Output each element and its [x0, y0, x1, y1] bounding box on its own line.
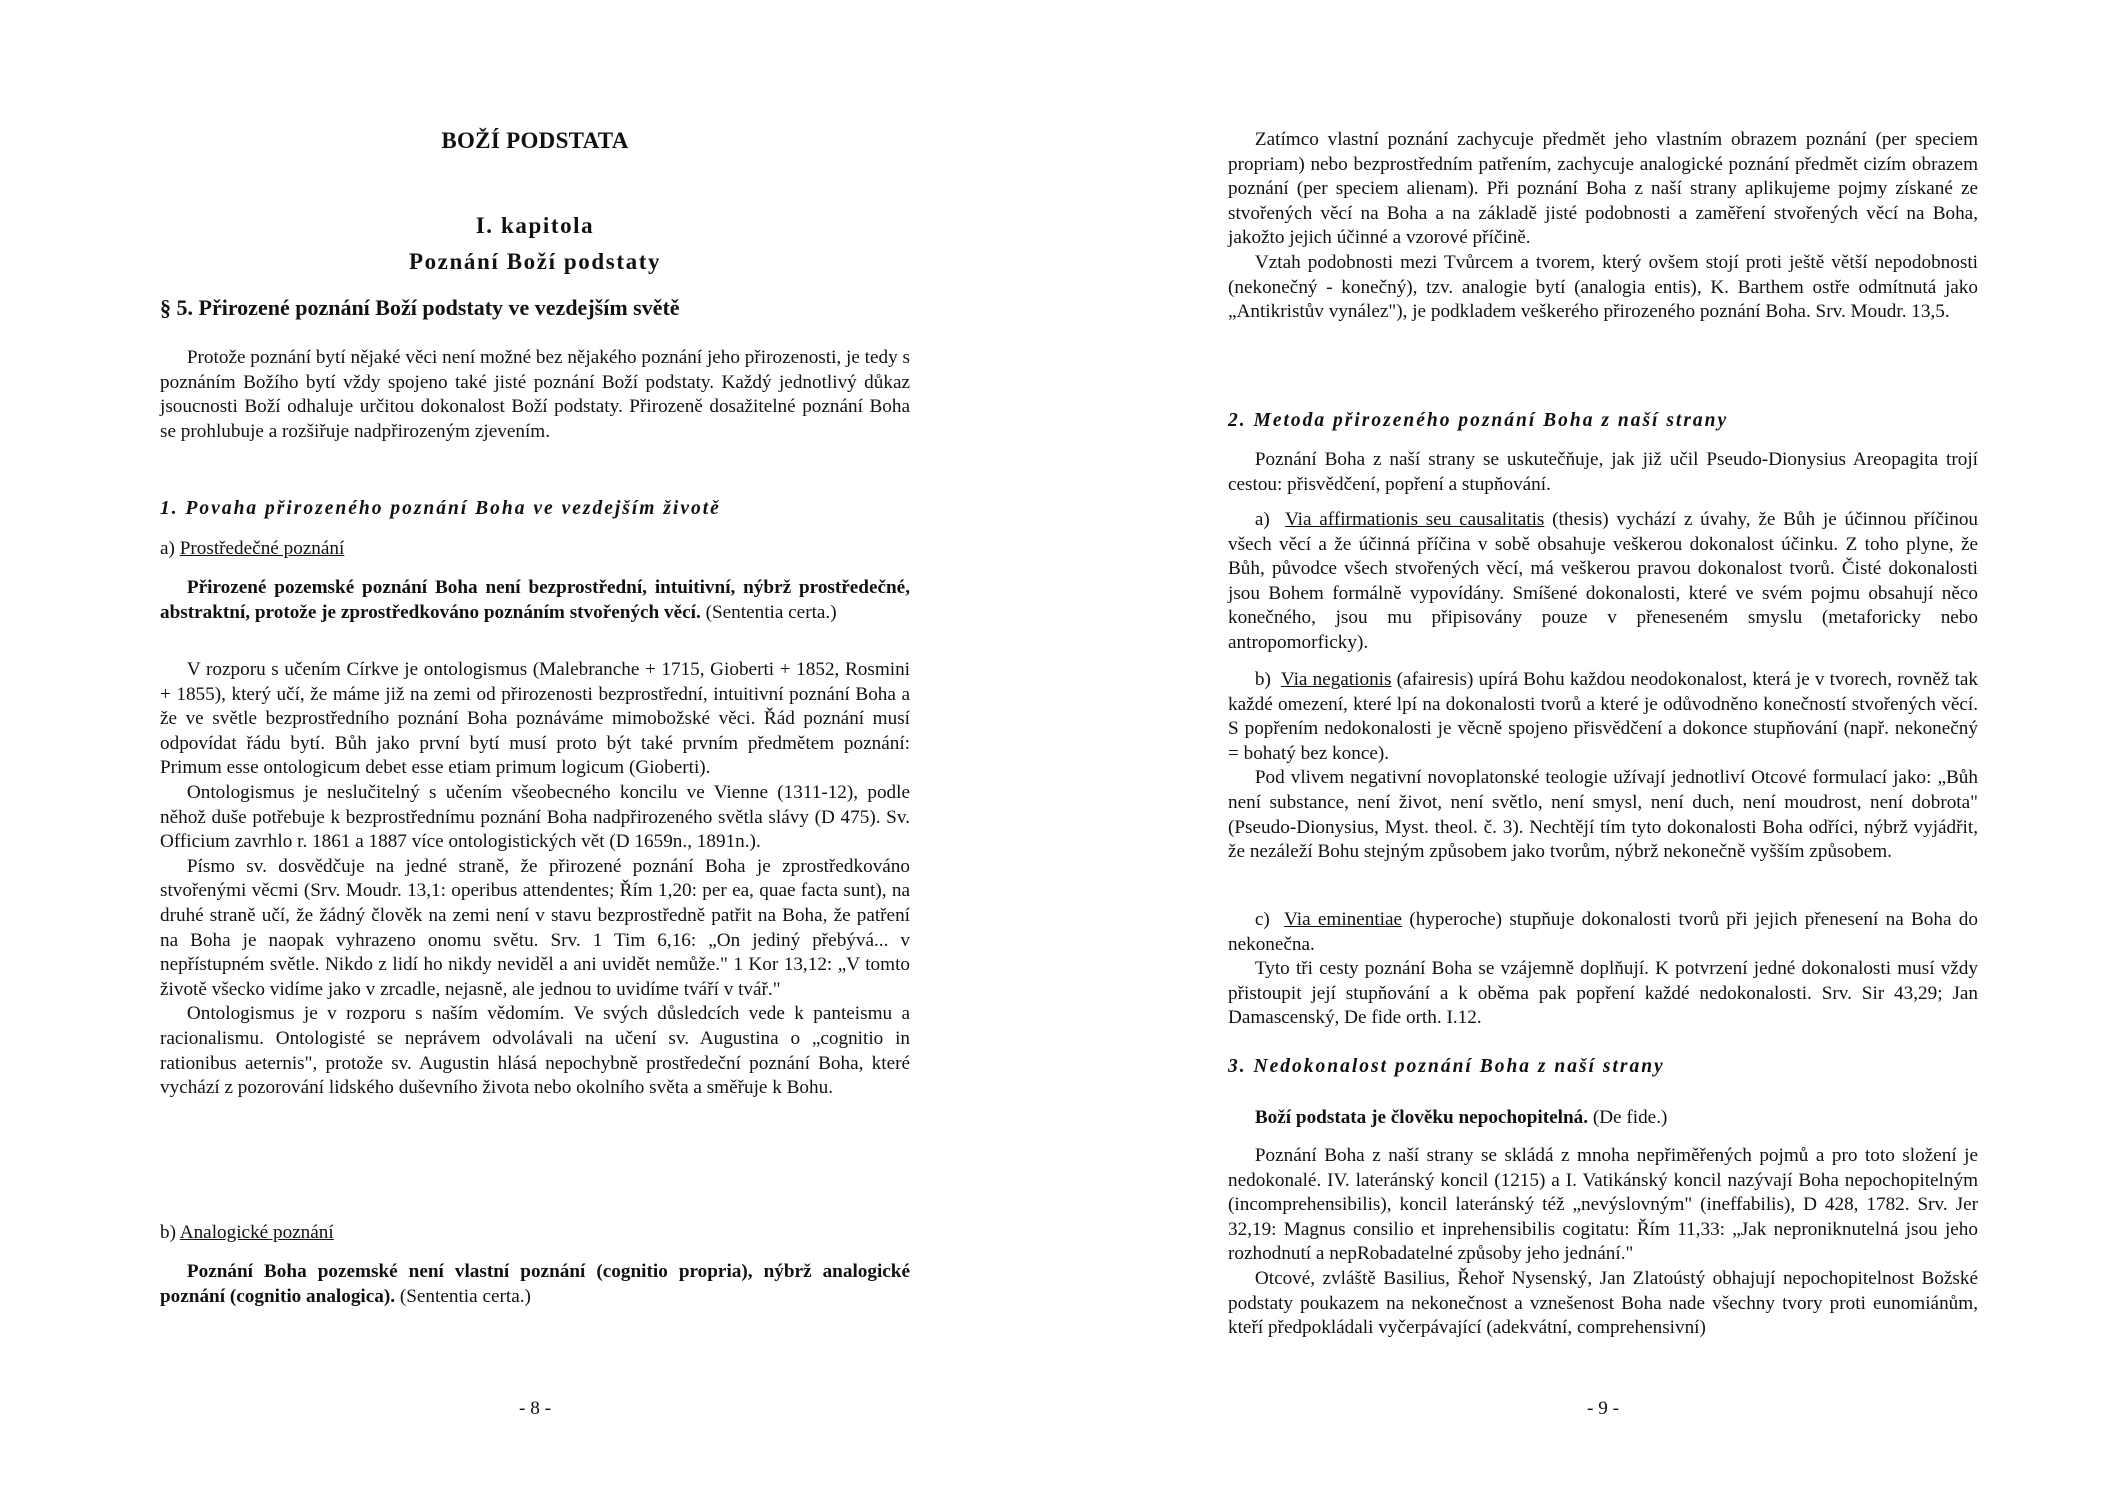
thesis-b — [160, 1260, 910, 1309]
paragraph-incomprehensibility: Poznání Boha z naší strany se skládá z mnoha nepřiměřených pojmů a pro toto složení je nedokonalé. IV. lateránský koncil (1215) a I. Vatikánský koncil nazývají Boha nepochopitelným (incomprehensibilis), koncil lateránský též „nevýslovným" (ineffabilis), D 428, 1782. Srv. Jer 32,19: Magnus consilio et inprehensibilis cogitatu: Řím 11,33: „Jak neproniknutelná jsou jeho rozhodnutí a nepRobadatelné způsoby jeho jednání." — [1228, 1145, 1978, 1265]
paragraph-analogia-entis: Vztah podobnosti mezi Tvůrcem a tvorem, který ovšem stojí proti ještě větší nepodobnosti (nekonečný - konečný), tzv. analogie bytí (analogia entis), K. Barthem ostře odmítnutá jako „Antikristův vynález"), je podkladem veškerého přirozeného poznání Boha. Srv. Moudr. 13,5. — [1228, 251, 1978, 323]
point-a-body — [160, 658, 910, 1101]
page-number-right: - 9 - — [1587, 1398, 1619, 1419]
thesis-3-paragraph — [1228, 1106, 1978, 1131]
point-b-heading — [160, 1222, 910, 1244]
via-a-term: Via affirmationis seu causalitatis — [1284, 509, 1545, 530]
via-eminentiae-followup: Tyto tři cesty poznání Boha se vzájemně doplňují. K potvrzení jedné dokonalosti musí vždy přistoupit její stupňování a k oběma pak popření každé nedokonalosti. Srv. Sir 43,29; Jan Damascenský, De fide orth. I.12. — [1228, 958, 1978, 1029]
via-b-term: Via negationis — [1280, 669, 1392, 690]
via-a-label: a) — [1254, 509, 1270, 530]
via-affirmationis-paragraph — [1228, 508, 1978, 656]
thesis-3-qualification: (De fide.) — [1592, 1107, 1668, 1128]
subsection-2-intro: Poznání Boha z naší strany se uskutečňuje, jak již učil Pseudo-Dionysius Areopagita trojí cestou: přisvědčení, popření a stupňování. — [1228, 449, 1978, 495]
via-a-text: (thesis) vychází z úvahy, že Bůh je účinnou příčinou všech věcí a že účinná příčina v sobě obsahuje veškerou dokonalost účinku. Z toho plyne, že Bůh, původce všech stvořených věcí, má veškerou pravou dokonalost tvorů. Čisté dokonalosti jsou Bohem formálně vypovídány. Smíšené dokonalosti, které ve svém pojmu obsahují něco konečného, jsou mu připisovány pouze v přeneseném smyslu (metaforicky nebo antropomorficky). — [1228, 509, 1979, 653]
paragraph-vienne-council: Ontologismus je neslučitelný s učením všeobecného koncilu ve Vienne (1311-12), podle něhož duše potřebuje k bezprostřednímu poznání Boha nadpřirozeného světla slávy (D 475). Sv. Officium zavrhlo r. 1861 a 1887 více ontologistických vět (D 1659n., 1891n.). — [160, 781, 910, 853]
subsection-2-heading: 2. Metoda přirozeného poznání Boha z naší strany — [1228, 410, 1729, 431]
paragraph-scripture: Písmo sv. dosvědčuje na jedné straně, že přirozené poznání Boha je zprostředkováno stvořenými věcmi (Srv. Moudr. 13,1: operibus attendentes; Řím 1,20: per ea, quae facta sunt), na druhé straně učí, že žádný člověk na zemi není v stavu bezprostředně patřit na Boha, že patření na Boha je naopak vyhrazeno onomu světu. Srv. 1 Tim 6,16: „On jediný přebývá... v nepřístupném světle. Nikdo z lidí ho nikdy neviděl a ani uvidět nemůže." 1 Kor 13,12: „V tomto životě všecko vidíme jako v zrcadle, nejasně, ale jednou to uvidíme tváří v tvář." — [160, 855, 910, 1000]
point-b-label: b) — [160, 1222, 176, 1243]
via-negationis-paragraph — [1228, 668, 1978, 766]
via-a-block — [1228, 508, 1978, 656]
thesis-a-paragraph — [160, 576, 910, 625]
page-number-left: - 8 - — [519, 1398, 551, 1419]
thesis-a-statement: Přirozené pozemské poznání Boha není bezprostřední, intuitivní, nýbrž prostředečné, abstraktní, protože je zprostředkováno poznáním stvořených věcí. — [160, 577, 910, 623]
right-top-block — [1228, 128, 1978, 325]
via-c-text: (hyperoche) stupňuje dokonalosti tvorů při jejich přenesení na Boha do nekonečna. — [1228, 909, 1978, 955]
document-title: BOŽÍ PODSTATA — [441, 128, 629, 153]
paragraph-ontologism: V rozporu s učením Církve je ontologismus (Malebranche + 1715, Gioberti + 1852, Rosmini + 1855), který učí, že máme již na zemi od přirozenosti bezprostřední, intuitivní poznání Boha a že ve světle bezprostředního poznání Boha poznáváme mimobožské věci. Řád poznání musí odpovídat řádu bytí. Bůh jako první bytí musí proto být také prvním předmětem poznání: Primum esse ontologicum debet esse etiam primum logicum (Gioberti). — [160, 659, 910, 779]
paragraph-proper-knowledge: Zatímco vlastní poznání zachycuje předmět jeho vlastním obrazem poznání (per speciem propriam) nebo bezprostředním patřením, zachycuje analogické poznání předmět cizím obrazem poznání (per speciem alienam). Při poznání Boha z naší strany aplikujeme pojmy získané ze stvořených věcí na Boha a na základě jisté podobnosti a zaměření stvořených věcí na Boha, jakožto jejich účinné a vzorové příčině. — [1228, 129, 1978, 249]
paragraph-fathers: Otcové, zvláště Basilius, Řehoř Nysenský, Jan Zlatoústý obhajují nepochopitelnost Božské podstaty poukazem na nekonečnost a vznešenost Boha nade všechny tvory proti eunomiánům, kteří předpokládali vyčerpávající (adekvátní, comprehensivní) — [1228, 1267, 1978, 1339]
via-b-text: (afairesis) upírá Bohu každou neodokonalost, která je v tvorech, rovněž tak každé omezení, které lpí na dokonalosti tvorů a které je odůvodněno konečností stvořených věcí. S popřením nedokonalosti je věcně spojeno přisvědčení a dokonce stupňování (např. nekonečný = bohatý bez konce). — [1228, 669, 1979, 764]
intro-block — [160, 346, 910, 444]
chapter-title: Poznání Boží podstaty — [408, 249, 662, 274]
section-heading: § 5. Přirozené poznání Boží podstaty ve vezdejším světě — [160, 295, 680, 320]
point-a-title: Prostředečné poznání — [179, 538, 345, 559]
via-negationis-followup: Pod vlivem negativní novoplatonské teologie užívají jednotliví Otcové formulací jako: „Bůh není substance, není život, není světlo, není smysl, není duch, není moudrost, není dobrota" (Pseudo-Dionysius, Myst. theol. č. 3). Nechtějí tím tyto dokonalosti Boha odříci, nýbrž vyjádřit, že nezáleží Bohu stejným způsobem jako tvorům, nýbrž nekonečně vyšším způsobem. — [1228, 767, 1978, 863]
via-b-block — [1228, 668, 1978, 865]
via-b-label: b) — [1254, 669, 1271, 690]
point-b-title: Analogické poznání — [179, 1222, 334, 1243]
point-a-label: a) — [160, 538, 175, 559]
subsection-1-heading: 1. Povaha přirozeného poznání Boha ve vezdejším životě — [160, 498, 721, 519]
left-page — [160, 0, 910, 1501]
right-page — [1228, 0, 1978, 1501]
thesis-a-qualification: (Sententia certa.) — [705, 601, 837, 623]
chapter-heading — [160, 208, 910, 280]
via-c-term: Via eminentiae — [1284, 909, 1403, 930]
paragraph-consequences: Ontologismus je v rozporu s naším vědomím. Ve svých důsledcích vede k panteismu a racionalismu. Ontologisté se neprávem odvolávali na učení sv. Augustina o „cognitio in rationibus aeternis", protože sv. Augustin hlásá nepochybně prostředeční poznání Boha, které vychází z pozorování lidského duševního života nebo okolního světa a směřuje k Bohu. — [160, 1003, 910, 1099]
subsection-3-body — [1228, 1144, 1978, 1341]
via-c-label: c) — [1254, 909, 1270, 930]
subsection-2-intro-block — [1228, 448, 1978, 497]
thesis-b-qualification: (Sententia certa.) — [399, 1285, 531, 1307]
thesis-b-statement: Poznání Boha pozemské není vlastní poznání (cognitio propria), nýbrž analogické poznání (cognitio analogica). — [160, 1261, 910, 1307]
thesis-3-statement: Boží podstata je člověku nepochopitelná. — [1254, 1107, 1589, 1128]
point-a-heading — [160, 538, 910, 560]
chapter-number: I. kapitola — [475, 213, 595, 238]
via-eminentiae-paragraph — [1228, 908, 1978, 957]
intro-paragraph: Protože poznání bytí nějaké věci není možné bez nějakého poznání jeho přirozenosti, je tedy s poznáním Božího bytí vždy spojeno také jisté poznání Boží podstaty. Každý jednotlivý důkaz jsoucnosti Boží odhaluje určitou dokonalost Boží podstaty. Přirozeně dosažitelné poznání Boha se prohlubuje a rozšiřuje nadpřirozeným zjevením. — [160, 347, 910, 442]
via-c-block — [1228, 908, 1978, 1031]
thesis-b-paragraph — [160, 1260, 910, 1309]
thesis-a — [160, 576, 910, 625]
thesis-3 — [1228, 1106, 1978, 1131]
subsection-3-heading: 3. Nedokonalost poznání Boha z naší strany — [1228, 1056, 1665, 1077]
